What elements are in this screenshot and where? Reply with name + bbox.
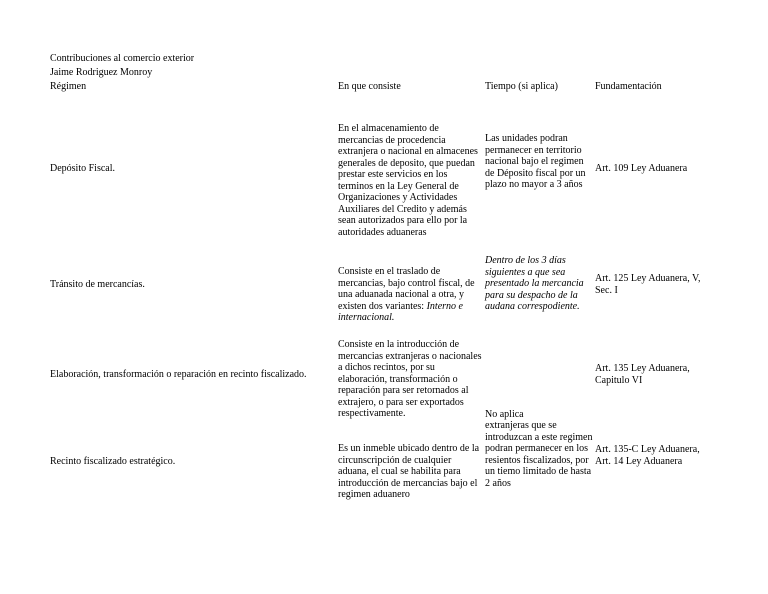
row-1-fundamentacion: Art. 109 Ley Aduanera [595,163,688,174]
row-2-regimen: Tránsito de mercancías. [50,279,145,290]
row-2-consiste [338,266,484,324]
row-2-consiste-italic: Interno e internacional. [338,300,463,323]
row-3-tiempo: No aplica [485,409,524,420]
row-1-regimen: Depósito Fiscal. [50,163,115,174]
row-2-consiste-plain: Consiste en el traslado de mercancias, bajo control fiscal, de una aduanada nacional a otra, y existen dos variantes: [338,266,475,312]
row-1-consiste: En el almacenamiento de mercancias de procedencia extranjera o nacional en almacenes generales de deposito, que puedan prestar este servicios en los terminos en la Ley General de Organizaciones y Actividades Auxiliares del Credito y además sean autorizados para ello por la autoridades aduaneras [338,123,478,238]
row-4-regimen: Recinto fiscalizado estratégico. [50,456,176,467]
document-title: Contribuciones al comercio exterior [50,53,195,64]
row-2-tiempo: Dentro de los 3 días siguientes a que sea presentado la mercancia para su despacho de la audana correspodiente. [485,255,584,312]
row-4-tiempo: extranjeras que se introduzcan a este regimen podran permanecer en los resientos fiscalizados, por un tiemo limitado de hasta 2 años [485,420,593,489]
header-regimen: Régimen [50,81,87,92]
row-1-tiempo: Las unidades podran permanecer en territorio nacional bajo el regimen de Déposito fiscal por un plazo no mayor a 3 años [485,133,586,190]
row-3-regimen: Elaboración, transformación o reparación en recinto fiscalizado. [50,369,307,380]
row-2-fundamentacion: Art. 125 Ley Aduanera, V, Sec. I [595,273,701,296]
header-tiempo: Tiempo (si aplica) [485,81,558,92]
header-consiste: En que consiste [338,81,401,92]
row-4-fundamentacion: Art. 135-C Ley Aduanera, Art. 14 Ley Aduanera [595,444,700,467]
document-author: Jaime Rodriguez Monroy [50,67,153,78]
row-4-consiste: Es un inmeble ubicado dentro de la circunscripción de cualquier aduana, el cual se habilita para introducción de mercancias bajo el regimen aduanero [338,443,480,500]
row-3-consiste: Consiste en la introducción de mercancias extranjeras o nacionales a dichos recintos, por su elaboración, transformación o reparación para ser retornados al extrajero, o para ser exportados respectivamente. [338,339,482,419]
row-3-fundamentacion: Art. 135 Ley Aduanera, Capitulo VI [595,363,690,386]
header-fundamentacion: Fundamentación [595,81,662,92]
